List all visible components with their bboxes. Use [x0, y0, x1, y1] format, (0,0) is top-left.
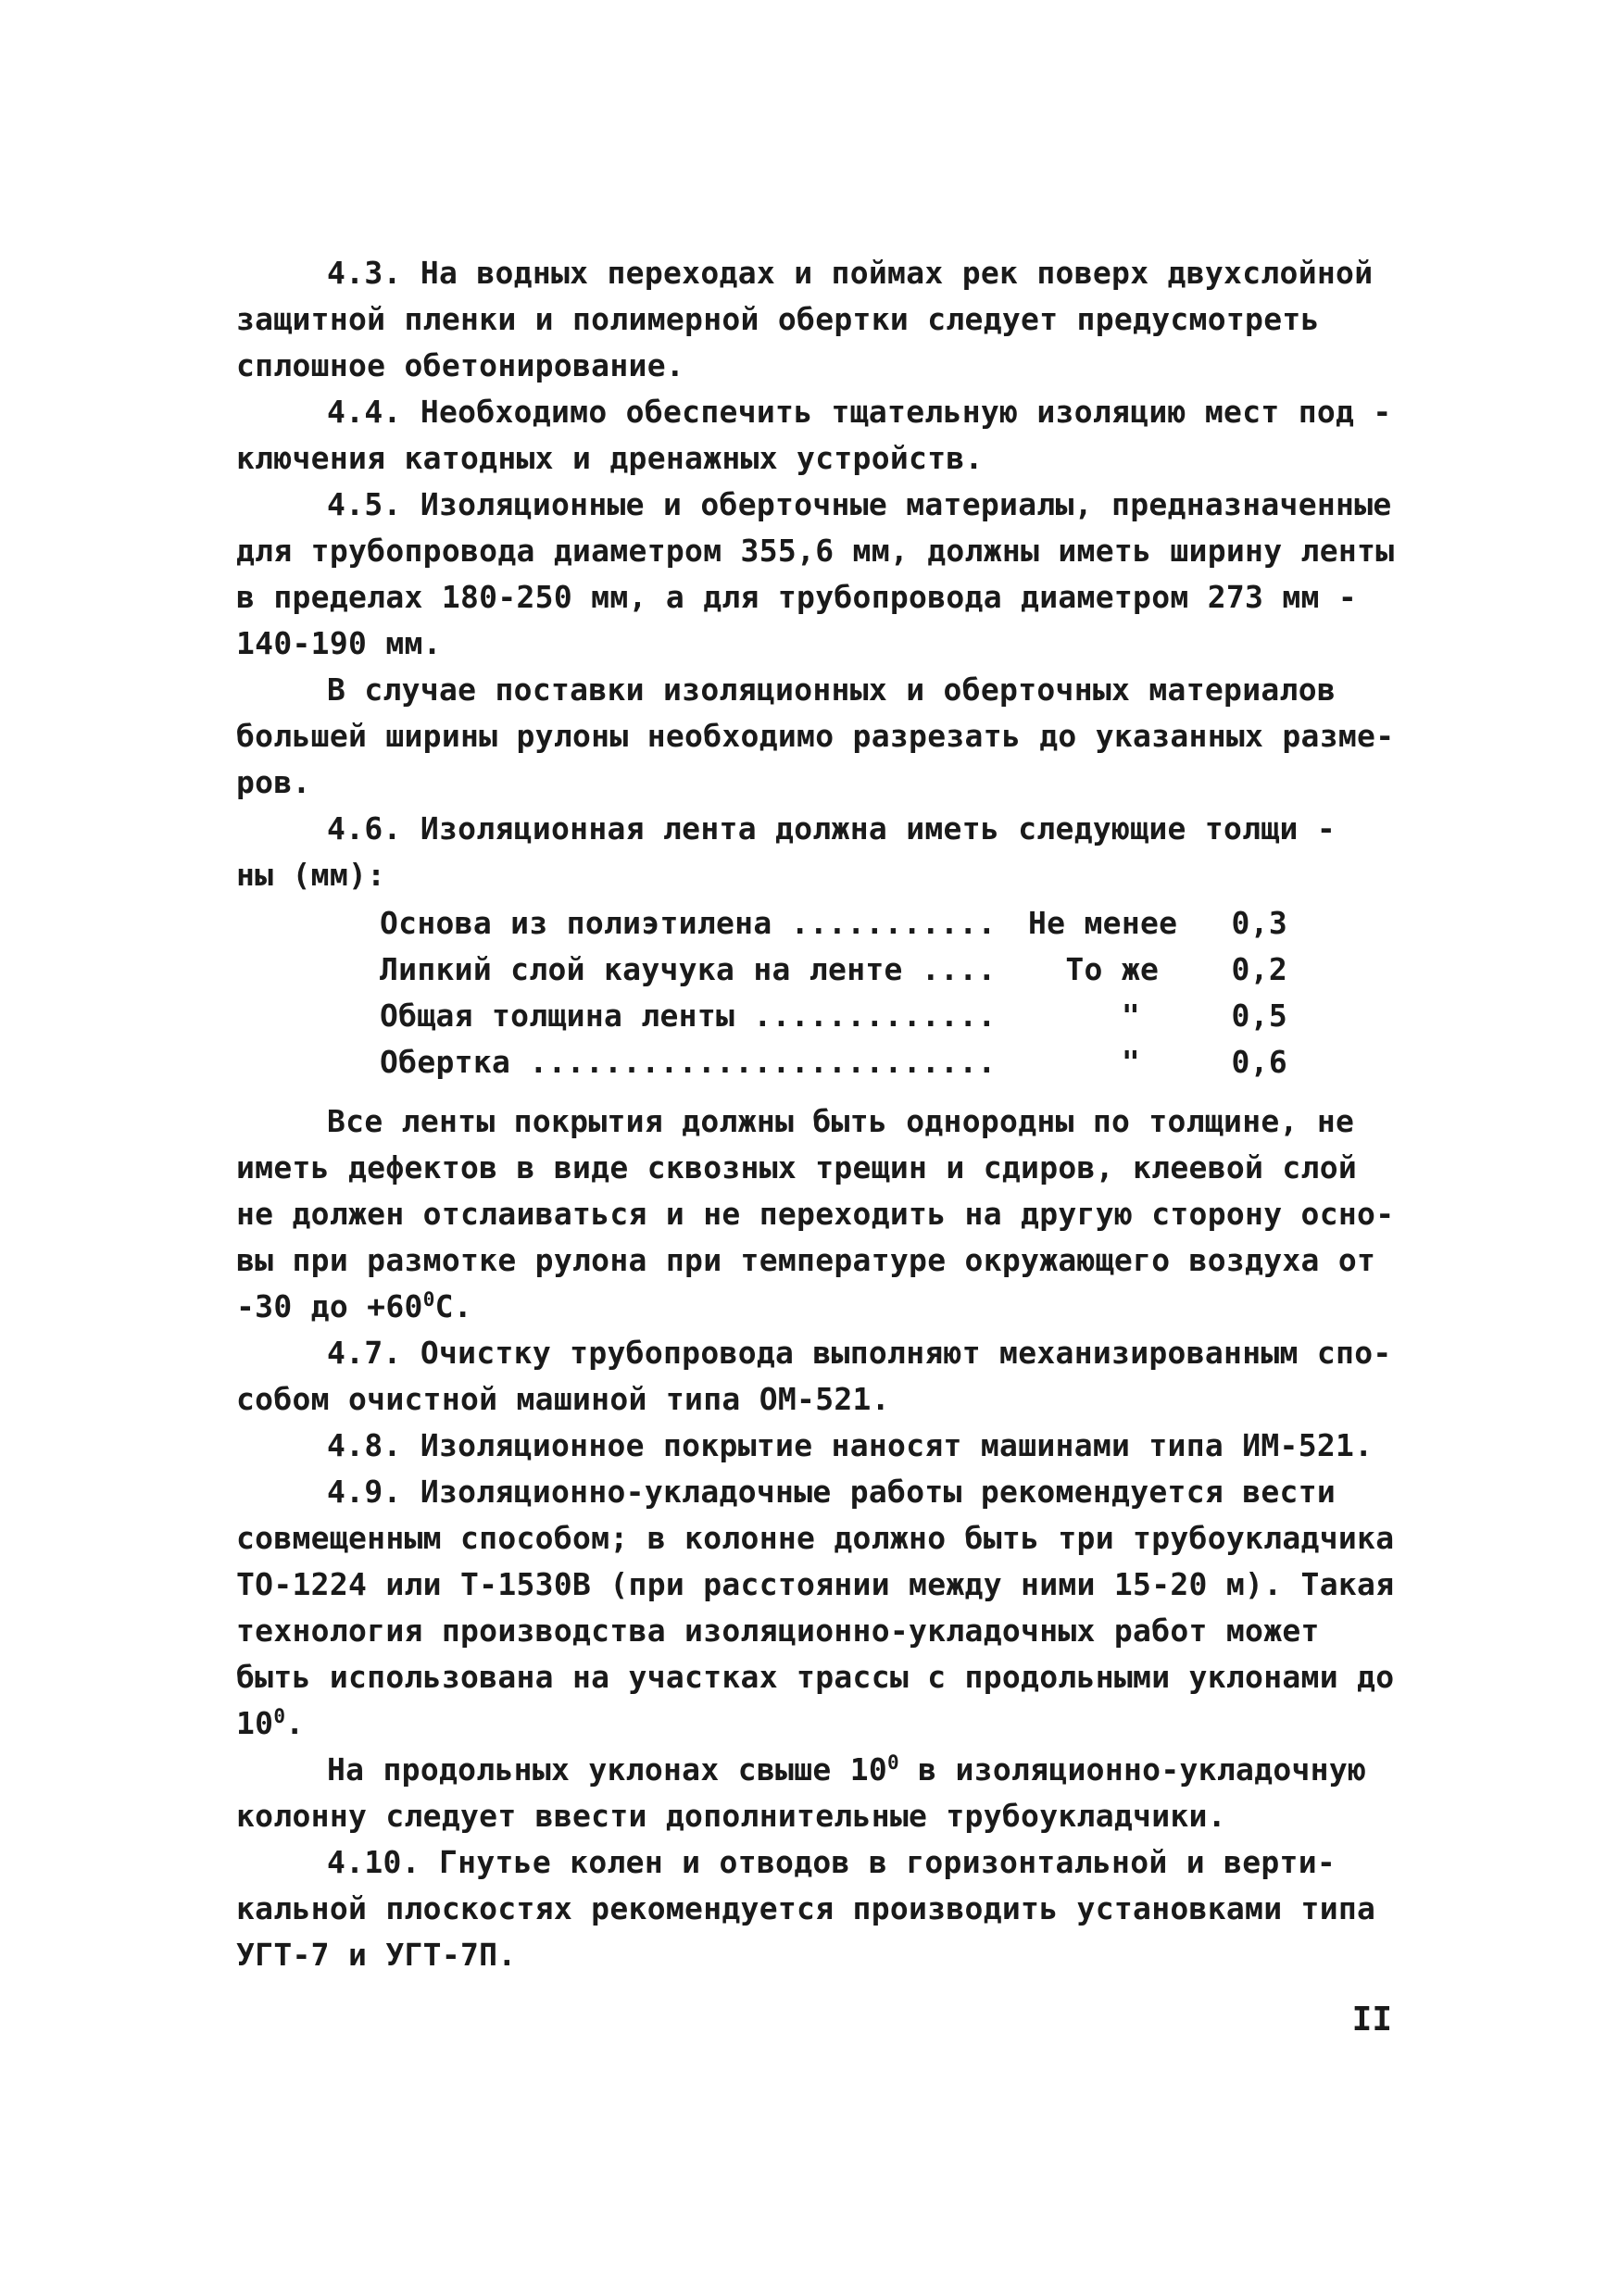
thickness-value: 0,3 [1231, 905, 1287, 941]
thickness-qualifier: То же [1028, 951, 1160, 987]
thickness-value: 0,6 [1231, 1044, 1287, 1080]
thickness-value: 0,2 [1231, 951, 1287, 987]
page-number: II [1351, 2001, 1392, 2039]
paragraph-4-9b-line-1 [236, 1747, 1403, 1793]
document-body [236, 250, 1403, 1978]
slope-text-pre: На продольных уклонах свыше 10 [327, 1751, 888, 1788]
thickness-label: Обертка ......................... [380, 1044, 997, 1080]
paragraph-4-9b-line-2: колонну следует ввести дополнительные трубоукладчики. [236, 1798, 1226, 1834]
temperature-unit: С. [434, 1288, 472, 1324]
thickness-qualifier: " [1028, 1044, 1141, 1080]
paragraph-4-5-line-3: в пределах 180-250 мм, а для трубопровода диаметром 273 мм - [236, 579, 1358, 615]
paragraph-4-5-line-2: для трубопровода диаметром 355,6 мм, должны иметь ширину ленты [236, 533, 1395, 569]
thickness-label: Основа из полиэтилена ........... [380, 905, 997, 941]
paragraph-4-6b-line-3: не должен отслаиваться и не переходить на другую сторону осно- [236, 1196, 1395, 1232]
thickness-table [380, 900, 1403, 1085]
thickness-row [380, 1039, 1403, 1085]
paragraph-4-8-line-1: 4.8. Изоляционное покрытие наносят машинами типа ИМ-521. [327, 1427, 1374, 1463]
paragraph-4-10-line-2: кальной плоскостях рекомендуется производить установками типа [236, 1890, 1376, 1926]
temperature-range: -30 до +60 [236, 1288, 423, 1324]
paragraph-4-5b-line-1: В случае поставки изоляционных и оберточных материалов [327, 671, 1337, 708]
slope-tail: . [285, 1705, 305, 1741]
paragraph-4-5-line-1: 4.5. Изоляционные и оберточные материалы, предназначенные [327, 486, 1392, 522]
paragraph-4-6-line-2: ны (мм): [236, 857, 386, 893]
paragraph-4-9-line-5: быть использована на участках трассы с продольными уклонами до [236, 1659, 1395, 1695]
thickness-row [380, 900, 1403, 947]
slope-text-post: в изоляционно-укладочную [898, 1751, 1367, 1788]
paragraph-4-7-line-2: собом очистной машиной типа ОМ-521. [236, 1381, 890, 1417]
paragraph-4-9-line-3: ТО-1224 или Т-1530В (при расстоянии между ними 15-20 м). Такая [236, 1566, 1395, 1602]
paragraph-4-6b-line-2: иметь дефектов в виде сквозных трещин и сдиров, клеевой слой [236, 1149, 1358, 1186]
paragraph-4-6b-line-1: Все ленты покрытия должны быть однородны по толщине, не [327, 1103, 1355, 1139]
slope-value: 10 [236, 1705, 274, 1741]
degree-mark: 0 [887, 1751, 899, 1774]
paragraph-4-4-line-2: ключения катодных и дренажных устройств. [236, 440, 984, 476]
degree-mark: 0 [422, 1288, 435, 1311]
thickness-qualifier: Не менее [1028, 905, 1178, 941]
paragraph-4-7-line-1: 4.7. Очистку трубопровода выполняют механизированным спо- [327, 1335, 1392, 1371]
paragraph-4-4-line-1: 4.4. Необходимо обеспечить тщательную изоляцию мест под - [327, 394, 1392, 430]
thickness-qualifier: " [1028, 997, 1141, 1034]
thickness-label: Общая толщина ленты ............. [380, 997, 997, 1034]
paragraph-4-6b-line-4: вы при размотке рулона при температуре окружающего воздуха от [236, 1242, 1376, 1278]
paragraph-4-6b-line-5 [236, 1284, 1403, 1330]
paragraph-4-3-line-3: сплошное обетонирование. [236, 347, 685, 383]
thickness-label: Липкий слой каучука на ленте .... [380, 951, 997, 987]
paragraph-4-10-line-3: УГТ-7 и УГТ-7П. [236, 1937, 517, 1973]
paragraph-4-3-line-2: защитной пленки и полимерной обертки следует предусмотреть [236, 301, 1320, 337]
paragraph-4-5b-line-2: большей ширины рулоны необходимо разрезать до указанных разме- [236, 718, 1395, 754]
paragraph-4-9-line-6 [236, 1700, 1403, 1747]
paragraph-4-9-line-4: технология производства изоляционно-укладочных работ может [236, 1612, 1320, 1649]
degree-mark: 0 [273, 1705, 286, 1727]
paragraph-4-9-line-2: совмещенным способом; в колонне должно быть три трубоукладчика [236, 1520, 1395, 1556]
paragraph-4-5-line-4: 140-190 мм. [236, 625, 442, 661]
paragraph-4-9-line-1: 4.9. Изоляционно-укладочные работы рекомендуется вести [327, 1474, 1337, 1510]
thickness-row [380, 947, 1403, 993]
paragraph-4-10-line-1: 4.10. Гнутье колен и отводов в горизонтальной и верти- [327, 1844, 1337, 1880]
paragraph-4-5b-line-3: ров. [236, 764, 311, 800]
paragraph-4-6-line-1: 4.6. Изоляционная лента должна иметь следующие толщи - [327, 810, 1337, 847]
paragraph-4-3-line-1: 4.3. На водных переходах и поймах рек поверх двухслойной [327, 255, 1374, 291]
thickness-value: 0,5 [1231, 997, 1287, 1034]
thickness-row [380, 993, 1403, 1039]
